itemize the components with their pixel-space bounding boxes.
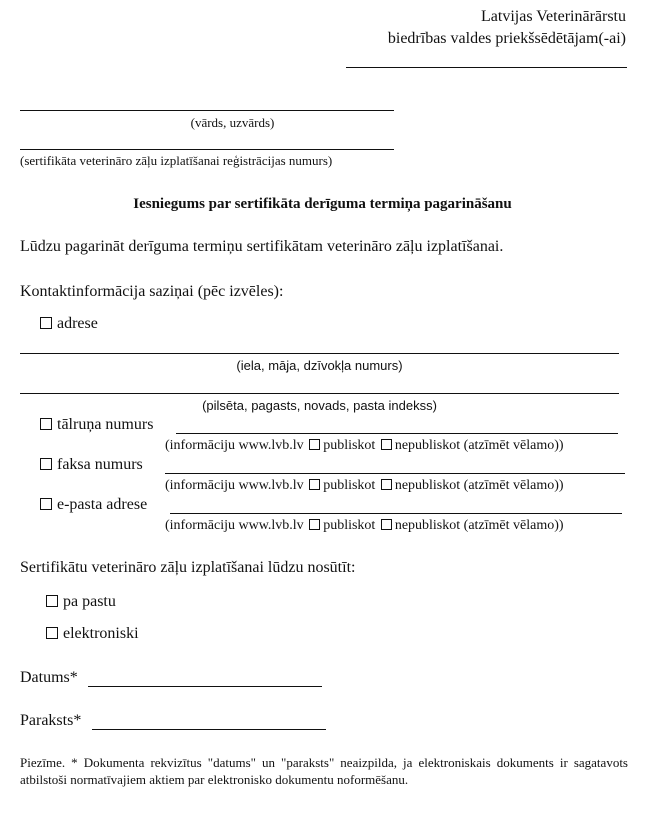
certificate-number-line[interactable] — [20, 149, 394, 150]
delivery-electronic-label: elektroniski — [63, 625, 139, 642]
delivery-electronic-option[interactable] — [46, 625, 139, 643]
publish-suffix: (atzīmēt vēlamo)) — [463, 438, 564, 453]
date-line[interactable] — [88, 686, 322, 687]
phone-publish-row — [165, 438, 564, 454]
publish-option: publiskot — [323, 438, 376, 453]
contact-heading: Kontaktinformācija saziņai (pēc izvēles): — [20, 283, 284, 300]
applicant-name-line[interactable] — [20, 110, 394, 111]
request-text: Lūdzu pagarināt derīguma termiņu sertifikātam veterināro zāļu izplatīšanai. — [20, 238, 504, 255]
address-option[interactable] — [40, 315, 98, 333]
checkbox-icon[interactable] — [46, 627, 58, 639]
footnote: Piezīme. * Dokumenta rekvizītus "datums" un "paraksts" neaizpilda, ja elektroniskais dokuments ir sagatavots atbilstoši normatīvajiem aktiem par elektronisko dokumentu noformēšanu. — [20, 755, 628, 787]
date-label: Datums* — [20, 669, 78, 686]
signature-label: Paraksts* — [20, 712, 82, 729]
delivery-post-option[interactable] — [46, 593, 116, 611]
fax-publish-row — [165, 478, 564, 494]
addressee-line-1: Latvijas Veterinārārstu — [481, 8, 626, 25]
email-line[interactable] — [170, 513, 622, 514]
publish-option: publiskot — [323, 518, 376, 533]
nopublish-option: nepubliskot — [394, 518, 461, 533]
checkbox-icon[interactable] — [309, 519, 320, 530]
nopublish-option: nepubliskot — [394, 438, 461, 453]
address-label: adrese — [57, 315, 98, 332]
publish-suffix: (atzīmēt vēlamo)) — [463, 518, 564, 533]
email-publish-row — [165, 518, 564, 534]
phone-label: tālruņa numurs — [57, 416, 154, 433]
checkbox-icon[interactable] — [46, 595, 58, 607]
street-caption: (iela, māja, dzīvokļa numurs) — [236, 358, 403, 373]
checkbox-icon[interactable] — [309, 439, 320, 450]
checkbox-icon[interactable] — [381, 479, 392, 490]
publish-prefix: (informāciju www.lvb.lv — [165, 478, 304, 493]
publish-suffix: (atzīmēt vēlamo)) — [463, 478, 564, 493]
fax-option[interactable] — [40, 456, 143, 474]
checkbox-icon[interactable] — [381, 439, 392, 450]
delivery-heading: Sertifikātu veterināro zāļu izplatīšanai lūdzu nosūtīt: — [20, 559, 356, 576]
name-caption: (vārds, uzvārds) — [190, 115, 275, 130]
nopublish-option: nepubliskot — [394, 478, 461, 493]
city-caption: (pilsēta, pagasts, novads, pasta indekss) — [202, 398, 437, 413]
phone-line[interactable] — [176, 433, 618, 434]
checkbox-icon[interactable] — [40, 458, 52, 470]
delivery-post-label: pa pastu — [63, 593, 116, 610]
checkbox-icon[interactable] — [40, 418, 52, 430]
signature-line[interactable] — [92, 729, 326, 730]
email-option[interactable] — [40, 496, 147, 514]
publish-prefix: (informāciju www.lvb.lv — [165, 518, 304, 533]
checkbox-icon[interactable] — [40, 317, 52, 329]
email-label: e-pasta adrese — [57, 496, 148, 513]
addressee-name-line[interactable] — [346, 67, 627, 68]
fax-line[interactable] — [165, 473, 625, 474]
checkbox-icon[interactable] — [309, 479, 320, 490]
addressee-line-2: biedrības valdes priekšsēdētājam(-ai) — [387, 30, 626, 47]
document-title: Iesniegums par sertifikāta derīguma termiņa pagarināšanu — [133, 196, 512, 212]
certificate-number-caption: (sertifikāta veterināro zāļu izplatīšanai reģistrācijas numurs) — [20, 153, 333, 168]
phone-option[interactable] — [40, 416, 153, 434]
checkbox-icon[interactable] — [40, 498, 52, 510]
city-line[interactable] — [20, 393, 619, 394]
publish-prefix: (informāciju www.lvb.lv — [165, 438, 304, 453]
checkbox-icon[interactable] — [381, 519, 392, 530]
publish-option: publiskot — [323, 478, 376, 493]
fax-label: faksa numurs — [57, 456, 143, 473]
street-line[interactable] — [20, 353, 619, 354]
